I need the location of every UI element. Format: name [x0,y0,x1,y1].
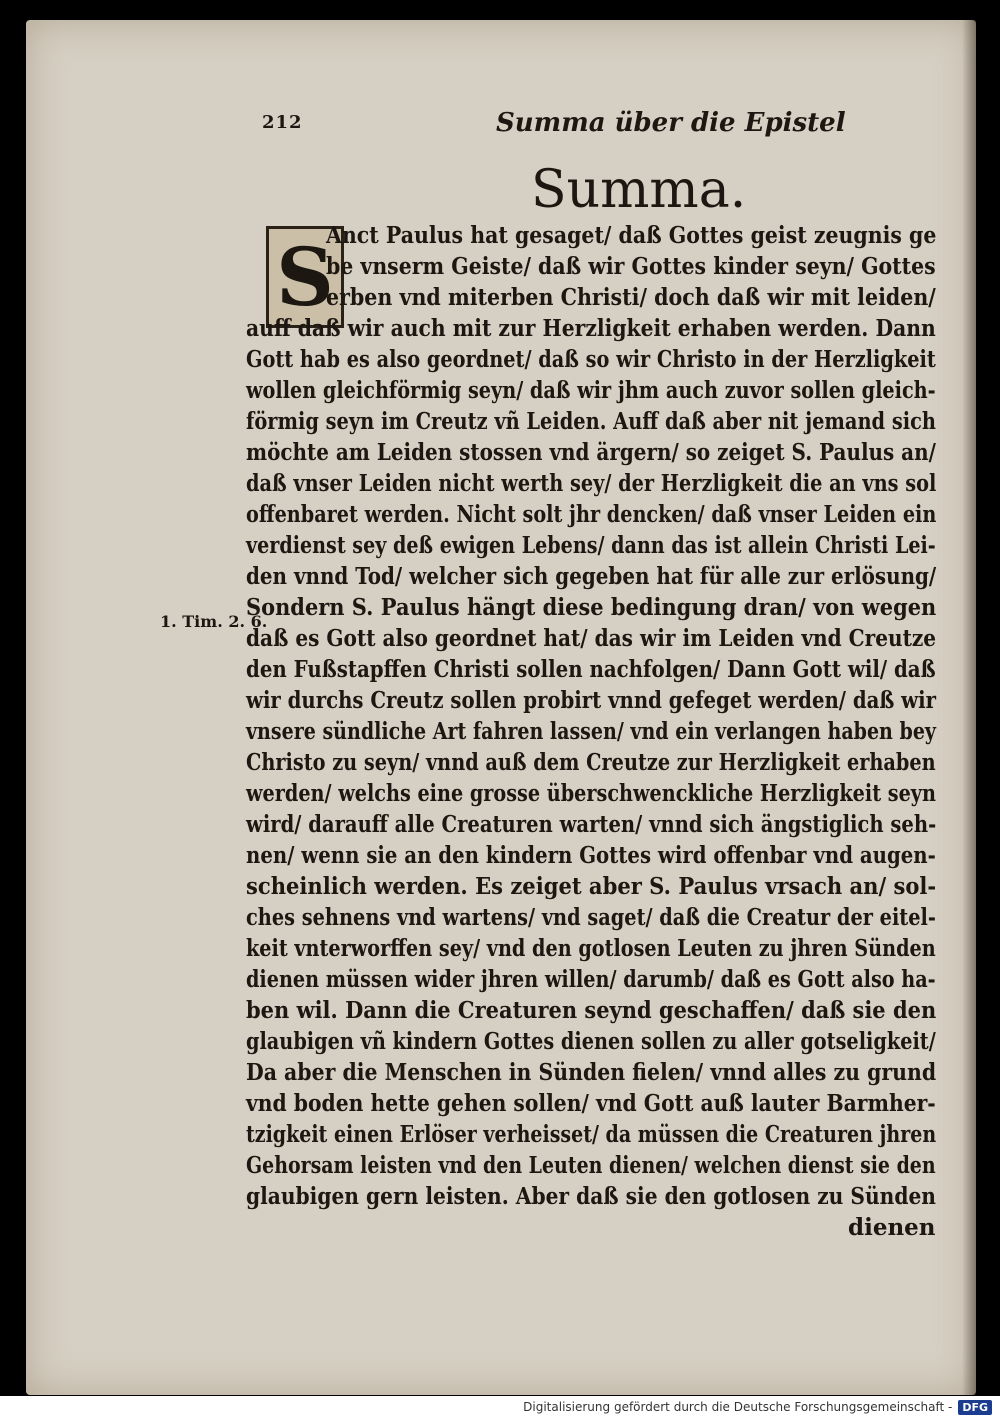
book-page [26,20,976,1395]
text-line: werden/ welchs eine grosse überschwenckliche Herzligkeit seyn [246,780,936,807]
decorated-initial: S [266,226,344,328]
text-line: ches sehnens vnd wartens/ vnd saget/ daß die Creatur der eitel- [246,904,936,931]
text-line: vnd boden hette gehen sollen/ vnd Gott auß lauter Barmher- [246,1090,936,1117]
text-line: be vnserm Geiste/ daß wir Gottes kinder seyn/ Gottes [326,253,936,280]
page-title: Summa. [531,160,747,220]
page-number: 212 [262,112,303,133]
text-line: vnsere sündliche Art fahren lassen/ vnd ein verlangen haben bey [246,718,936,745]
text-line: keit vnterworffen sey/ vnd den gotlosen Leuten zu jhren Sünden [246,935,936,962]
text-line: daß vnser Leiden nicht werth sey/ der Herzligkeit die an vns sol [246,470,937,497]
running-head: Summa über die Epistel [496,108,846,138]
text-line: Gott hab es also geordnet/ daß so wir Christo in der Herzligkeit [246,346,936,373]
text-line: scheinlich werden. Es zeiget aber S. Paulus vrsach an/ sol- [246,873,937,900]
text-line: Gehorsam leisten vnd den Leuten dienen/ welchen dienst sie den [246,1152,936,1179]
text-line: offenbaret werden. Nicht solt jhr dencken/ daß vnser Leiden ein [246,501,937,528]
text-line: glaubigen gern leisten. Aber daß sie den gotlosen zu Sünden [246,1183,936,1210]
text-line: wird/ darauff alle Creaturen warten/ vnnd sich ängstiglich seh- [246,811,937,838]
text-line: dienen müssen wider jhren willen/ darumb/ daß es Gott also ha- [246,966,936,993]
footer-credit: Digitalisierung gefördert durch die Deutsche Forschungsgemeinschaft - [523,1400,953,1414]
body-text [26,20,976,1395]
text-line: Anct Paulus hat gesaget/ daß Gottes geist zeugnis ge [326,222,937,249]
footer-bar [0,1396,1000,1418]
text-line: den Fußstapffen Christi sollen nachfolgen/ Dann Gott wil/ daß [246,656,936,683]
text-line: möchte am Leiden stossen vnd ärgern/ so zeiget S. Paulus an/ [246,439,936,466]
text-line: nen/ wenn sie an den kindern Gottes wird offenbar vnd augen- [246,842,936,869]
text-line: erben vnd miterben Christi/ doch daß wir mit leiden/ [326,284,936,311]
text-line: auff daß wir auch mit zur Herzligkeit erhaben werden. Dann [246,315,936,342]
text-line: den vnnd Tod/ welcher sich gegeben hat für alle zur erlösung/ [246,563,937,590]
text-line: verdienst sey deß ewigen Lebens/ dann das ist allein Christi Lei- [246,532,936,559]
text-line: wir durchs Creutz sollen probirt vnnd gefeget werden/ daß wir [246,687,936,714]
text-line: ben wil. Dann die Creaturen seynd geschaffen/ daß sie den [246,997,937,1024]
text-line: Christo zu seyn/ vnnd auß dem Creutze zur Herzligkeit erhaben [246,749,936,776]
text-line: wollen gleichförmig seyn/ daß wir jhm auch zuvor sollen gleich- [246,377,936,404]
text-line: daß es Gott also geordnet hat/ das wir im Leiden vnd Creutze [246,625,937,652]
text-line: glaubigen vñ kindern Gottes dienen sollen zu aller gotseligkeit/ [246,1028,936,1055]
text-line: Da aber die Menschen in Sünden fielen/ vnnd alles zu grund [246,1059,937,1086]
text-line: förmig seyn im Creutz vñ Leiden. Auff daß aber nit jemand sich [246,408,937,435]
text-line: tzigkeit einen Erlöser verheisset/ da müssen die Creaturen jhren [246,1121,937,1148]
text-line: dienen [848,1214,936,1241]
text-line: Sondern S. Paulus hängt diese bedingung dran/ von wegen [246,594,937,621]
margin-reference: 1. Tim. 2. 6. [160,612,268,631]
dfg-logo: DFG [958,1400,992,1415]
